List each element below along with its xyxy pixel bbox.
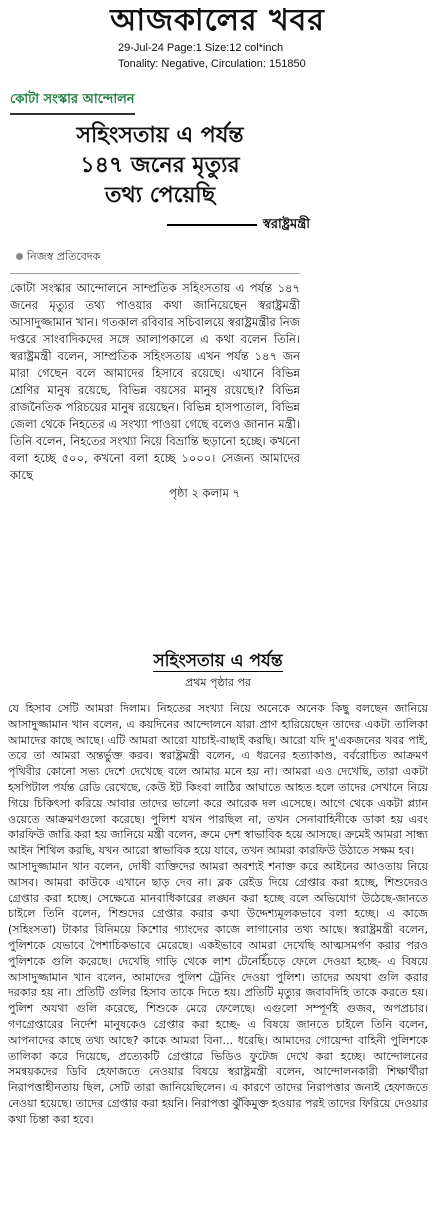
meta-line-tonality: Tonality: Negative, Circulation: 151850 — [118, 58, 306, 70]
front-page-article — [10, 88, 310, 504]
headline-line-3: তথ্য পেয়েছি — [104, 183, 216, 208]
reporter-name: নিজস্ব প্রতিবেদক — [27, 250, 101, 263]
attribution-text: স্বরাষ্ট্রমন্ত্রী — [262, 217, 310, 232]
continuation-body — [8, 701, 428, 1128]
continuation-paragraph-1: যে হিসাব সেটি আমরা দিলাম। নিহতের সংখ্যা নিয়ে অনেকে অনেক কিছু বলছেন জানিয়ে আসাদুজ্জামান খান বলেন, এ কয়দিনের আন্দোলনে যারা প্রাণ হারিয়েছেন তাদের একটা তালিকা আমাদের কাছে আছে। এটি আমরা আরো যাচাই-বাছাই করছি। আরো যদি দু'একজনের খবর পাই, তবে তা আমরা অন্তর্ভুক্ত করব। স্বরাষ্ট্রমন্ত্রী বলেন, এ ধরনের হত্যাকাণ্ড, বর্বরোচিত আক্রমণ পৃথিবীর কোনো সভ্য দেশে দেখেছে বলে আমার মনে হয় না। আমরা এও দেখেছি, তারা একটা হসপিটাল পর্যন্ত রেডি রেখেছে, কেউ ইট কিংবা লাঠির আঘাতে আহত হলে তাদের সেখানে নিয়ে গিয়ে চিকিৎসা করিয়ে আবার তাদের ভালো করে আরেক দল এসেছে। আগে থেকে একটা প্ল্যান ওয়েতে আক্রমণগুলো করেছে। পুলিশ যখন পারছিল না, তখন সেনাবাহিনীকে ডাকা হয় এবং কারফিউ জারি করা হয় জানিয়ে মন্ত্রী বলেন, ক্রমে দেশ স্বাভাবিক হয়ে আসছে। ক্রমেই আমরা সান্ধ্য আইন শিথিল করছি, যখন আরো স্বাভাবিক হয়ে যাবে, তখন আমরা কারফিউ উঠাতে সক্ষম হব। — [8, 702, 428, 858]
continuation-subline: প্রথম পৃষ্ঠার পর — [185, 676, 251, 689]
headline-line-1: সহিংসতায় এ পর্যন্ত — [76, 123, 244, 148]
meta-line-date-size: 29-Jul-24 Page:1 Size:12 col*inch — [118, 42, 284, 54]
continuation-article — [8, 650, 428, 1128]
continuation-headline — [8, 650, 428, 672]
headline-line-2: ১৪৭ জনের মৃত্যুর — [80, 153, 240, 178]
article-body: কোটা সংস্কার আন্দোলনে সাম্প্রতিক সহিংসতায় এ পর্যন্ত ১৪৭ জনের মৃত্যুর তথ্য পাওয়ার কথা জানিয়েছেন স্বরাষ্ট্রমন্ত্রী আসাদুজ্জামান খান। গতকাল রবিবার সচিবালয়ে স্বরাষ্ট্রমন্ত্রীর নিজ দপ্তরে সাংবাদিকদের সঙ্গে আলাপকালে এ কথা বলেন তিনি। স্বরাষ্ট্রমন্ত্রী বলেন, সাম্প্রতিক সহিংসতায় এখন পর্যন্ত ১৪৭ জন মারা গেছেন বলে আমাদের হিসাবে রয়েছে। এখানে বিভিন্ন শ্রেণির মানুষ রয়েছে, বিভিন্ন বয়সের মানুষ রয়েছে।? বিভিন্ন রাজনৈতিক পরিচয়ের মানুষ রয়েছেন। বিভিন্ন হাসপাতাল, বিভিন্ন জেলা থেকে নিহতের এ সংখ্যা পাওয়া গেছে বলেও জানান মন্ত্রী। তিনি বলেন, নিহতের সংখ্যা নিয়ে বিভ্রান্তি ছড়ানো হচ্ছে। কখনো বলা হচ্ছে ৫০০, কখনো বলা হচ্ছে ১০০০। সেজন্য আমাদের কাছে — [10, 273, 300, 484]
headline-attribution — [10, 215, 310, 236]
continuation-paragraph-2: আসাদুজ্জামান খান বলেন, দোষী ব্যক্তিদের আমরা অবশ্যই শনাক্ত করে আইনের আওতায় নিয়ে আসব। আমরা কাউকে এখানে ছাড় দেব না। ব্লক রেইড দিয়ে গ্রেপ্তার করা হচ্ছে, শিশুদেরও গ্রেপ্তার করা হচ্ছে। সেক্ষেত্রে মানবাধিকারের লঙ্ঘন করা হচ্ছে বলে অভিযোগ উঠেছে-জানতে চাইলে তিনি বলেন, শিশুদের গ্রেপ্তার করার কথা উদ্দেশ্যমূলকভাবে বলা হচ্ছে। এ কাজে (সহিংসতা) টাকার বিনিময়ে কিশোর গ্যাংদের কাজে লাগানোর তথ্য আছে। স্বরাষ্ট্রমন্ত্রী বলেন, পুলিশকে যেভাবে পৈশাচিকভাবে মেরেছে। একইভাবে আমরা দেখেছি আত্মসমর্পণ করার পরও পুলিশকে গুলি করেছে। দেখেছি গাড়ি থেকে লাশ টেনেহিঁচড়ে ফেলে দেওয়া হচ্ছে- এ বিষয়ে আসাদুজ্জামান খান বলেন, আমাদের পুলিশ ট্রেনিং দেওয়া পুলিশ। তাদের অযথা গুলি করার দরকার হয় না। প্রতিটি গুলির হিসাব তাকে দিতে হয়। প্রতিটি মৃত্যুর জবাবদিহি তাকে করতে হয়। পুলিশ অযথা গুলি করেছে, শিশুকে মেরে ফেলেছে। এগুলো সম্পূর্ণই গুজব, অপপ্রচার। গণগ্রেপ্তারের নির্দেশ মানুষকেও গ্রেপ্তার করা হচ্ছে- এ বিষয়ে জানতে চাইলে তিনি বলেন, আপনাদের কাছে তথ্য আছে? কাকে আমরা বিনা... ধরেছি। আমাদের গোয়েন্দা বাহিনী পুলিশকে তালিকা করে দিয়েছে, প্রত্যেকটি গ্রেপ্তারে ভিডিও ফুটেজ দেখে করা হচ্ছে। আন্দোলনের সমন্বয়কদের ডিবি হেফাজতে নেওয়ার বিষয়ে স্বরাষ্ট্রমন্ত্রী বলেন, আন্দোলনকারী শিক্ষার্থীরা নিরাপত্তাহীনতায় ছিল, সেটি তারা জানিয়েছিলেন। এ কারণে তাদের নিরাপত্তার জন্যই হেফাজতে নেওয়া হয়েছে। তাদের গ্রেপ্তার করা হয়নি। নিরাপত্তা ঝুঁকিমুক্ত হওয়ার পরই তাদের ফিরিয়ে দেওয়ার কথা চিন্তা করা হবে। — [8, 859, 428, 1126]
continuation-headline-text: সহিংসতায় এ পর্যন্ত — [153, 651, 283, 671]
article-kicker: কোটা সংস্কার আন্দোলন — [10, 90, 135, 115]
article-headline — [10, 121, 310, 211]
continued-on: পৃষ্ঠা ২ কলাম ৭ — [169, 486, 240, 500]
newspaper-logo: আজকালের খবর — [110, 3, 325, 38]
attribution-dash — [167, 224, 257, 226]
masthead — [0, 0, 435, 40]
bullet-icon — [16, 253, 23, 260]
reporter-byline — [16, 248, 310, 267]
clip-metadata — [118, 40, 306, 72]
